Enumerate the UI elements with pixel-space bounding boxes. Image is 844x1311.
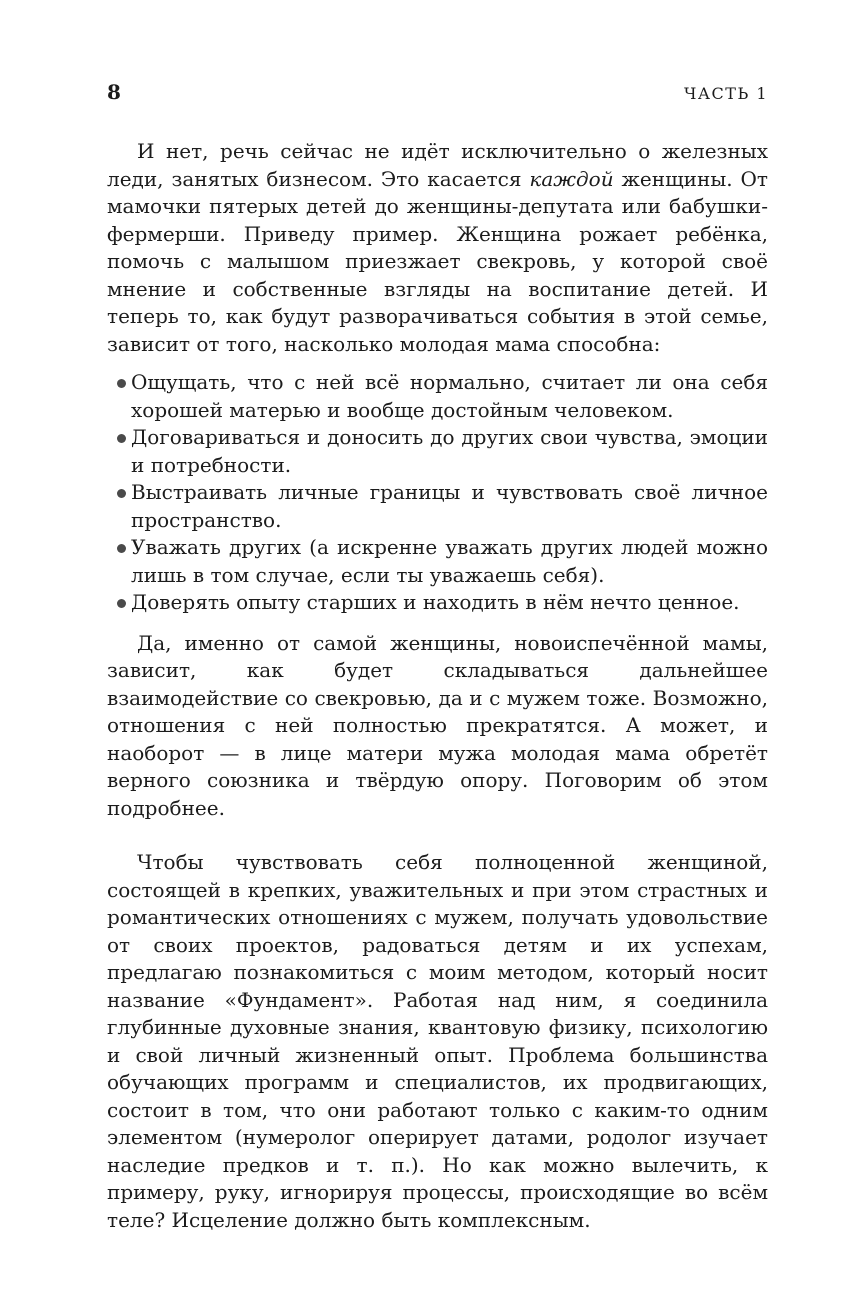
- bullet-icon: [117, 434, 126, 443]
- page-body: [107, 138, 768, 1234]
- running-head-label: ЧАСТЬ 1: [684, 84, 768, 103]
- italic-word: каждой: [529, 166, 614, 191]
- bullet-icon: [117, 544, 126, 553]
- bullet-icon: [117, 599, 126, 608]
- list-item: [107, 424, 768, 479]
- paragraph-conclusion: Да, именно от самой женщины, новоиспечённой мамы, зависит, как будет складываться дальнейшее взаимодействие со свекровью, да и с мужем тоже. Возможно, отношения с ней полностью прекратятся. А может, и наоборот — в лице матери мужа молодая мама обретёт верного союзника и твёрдую опору. Поговорим об этом подробнее.: [107, 630, 768, 820]
- list-item: [107, 589, 768, 617]
- running-header: [107, 82, 768, 102]
- bullet-list: [107, 369, 768, 617]
- list-item-text: Уважать других (а искренне уважать других людей можно лишь в том случае, если ты уважаешь себя).: [131, 535, 768, 587]
- list-item: [107, 369, 768, 424]
- paragraph-method: Чтобы чувствовать себя полноценной женщиной, состоящей в крепких, уважительных и при этом страстных и романтических отношениях с мужем, получать удовольствие от своих проектов, радоваться детям и их успехам, предлагаю познакомиться с моим методом, который носит название «Фундамент». Работая над ним, я соединила глубинные духовные знания, квантовую физику, психологию и свой личный жизненный опыт. Проблема большинства обучающих программ и специалистов, их продвигающих, состоит в том, что они работают только с каким-то одним элементом (нумеролог оперирует датами, родолог изучает наследие предков и т. п.). Но как можно вылечить, к примеру, руку, игнорируя процессы, происходящие во всём теле? Исцеление должно быть комплексным.: [107, 850, 768, 1232]
- page-number: 8: [107, 80, 121, 104]
- bullet-icon: [117, 379, 126, 388]
- list-item-text: Договариваться и доносить до других свои чувства, эмоции и потребности.: [131, 425, 768, 477]
- paragraph-intro: [107, 138, 768, 358]
- list-item-text: Доверять опыту старших и находить в нём нечто ценное.: [131, 590, 740, 614]
- paragraph-intro-text-1: И нет, речь сейчас не идёт исключительно о железных леди, занятых бизнесом. Это касается: [107, 139, 768, 191]
- list-item: [107, 479, 768, 534]
- list-item: [107, 534, 768, 589]
- paragraph-intro-text-2: женщины. От мамочки пятерых детей до женщины-депутата или бабушки-фермерши. Приведу пример. Женщина рожает ребёнка, помочь с малышом приезжает свекровь, у которой своё мнение и собственные взгляды на воспитание детей. И теперь то, как будут разворачиваться события в этой семье, зависит от того, насколько молодая мама способна:: [107, 166, 768, 356]
- bullet-icon: [117, 489, 126, 498]
- list-item-text: Ощущать, что с ней всё нормально, считает ли она себя хорошей матерью и вообще достойным человеком.: [131, 370, 768, 422]
- list-item-text: Выстраивать личные границы и чувствовать своё личное пространство.: [131, 480, 768, 532]
